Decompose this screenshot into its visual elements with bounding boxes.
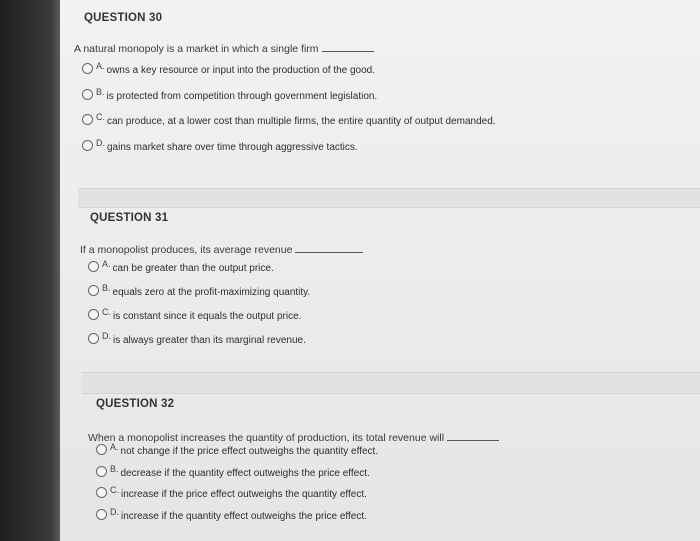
radio-button[interactable] bbox=[88, 261, 99, 272]
option-b[interactable]: B. equals zero at the profit-maximizing quantity. bbox=[88, 284, 310, 298]
radio-button[interactable] bbox=[88, 333, 99, 344]
question-separator bbox=[78, 188, 700, 208]
radio-button[interactable] bbox=[88, 309, 99, 320]
question-31 bbox=[90, 212, 168, 224]
option-a[interactable]: A. can be greater than the output price. bbox=[88, 260, 274, 274]
option-a[interactable]: A. owns a key resource or input into the production of the good. bbox=[82, 62, 375, 76]
option-b[interactable]: B. decrease if the quantity effect outweighs the price effect. bbox=[96, 465, 370, 479]
radio-button[interactable] bbox=[82, 140, 93, 151]
answer-blank bbox=[447, 431, 499, 441]
option-a[interactable]: A. not change if the price effect outweighs the quantity effect. bbox=[96, 443, 378, 457]
page-edge-shadow bbox=[0, 0, 64, 541]
radio-button[interactable] bbox=[82, 114, 93, 125]
question-30 bbox=[84, 12, 162, 24]
option-c[interactable]: C. can produce, at a lower cost than multiple firms, the entire quantity of output demanded. bbox=[82, 113, 496, 127]
option-b[interactable]: B. is protected from competition through government legislation. bbox=[82, 88, 377, 102]
option-d[interactable]: D. is always greater than its marginal revenue. bbox=[88, 332, 306, 346]
radio-button[interactable] bbox=[82, 63, 93, 74]
radio-button[interactable] bbox=[96, 466, 107, 477]
question-stem: A natural monopoly is a market in which a single firm bbox=[74, 42, 374, 55]
quiz-page bbox=[60, 0, 700, 541]
radio-button[interactable] bbox=[82, 89, 93, 100]
radio-button[interactable] bbox=[96, 444, 107, 455]
question-title: QUESTION 31 bbox=[90, 212, 169, 224]
question-title: QUESTION 30 bbox=[84, 12, 163, 24]
option-d[interactable]: D. increase if the quantity effect outweighs the price effect. bbox=[96, 508, 367, 522]
question-title: QUESTION 32 bbox=[96, 398, 175, 410]
radio-button[interactable] bbox=[96, 487, 107, 498]
option-c[interactable]: C. increase if the price effect outweighs the quantity effect. bbox=[96, 486, 367, 500]
answer-blank bbox=[295, 243, 363, 253]
question-separator bbox=[82, 372, 700, 394]
radio-button[interactable] bbox=[96, 509, 107, 520]
option-c[interactable]: C. is constant since it equals the output price. bbox=[88, 308, 301, 322]
question-stem: When a monopolist increases the quantity of production, its total revenue will bbox=[88, 431, 499, 444]
question-stem: If a monopolist produces, its average revenue bbox=[80, 243, 363, 256]
option-d[interactable]: D. gains market share over time through aggressive tactics. bbox=[82, 139, 358, 153]
radio-button[interactable] bbox=[88, 285, 99, 296]
question-32 bbox=[96, 398, 174, 410]
answer-blank bbox=[322, 42, 374, 52]
